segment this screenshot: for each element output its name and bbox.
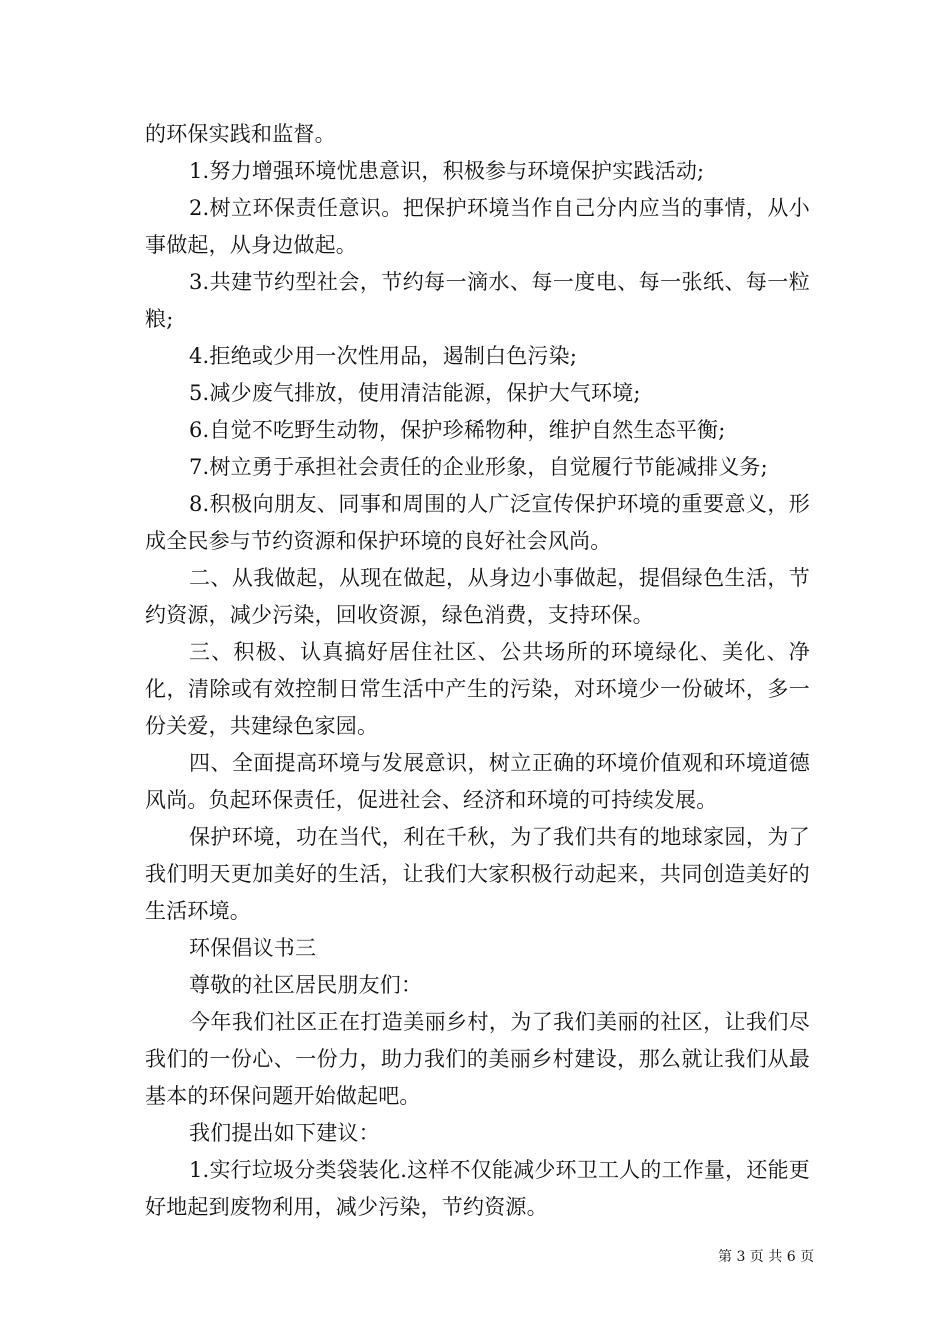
paragraph-3: 3.共建节约型社会，节约每一滴水、每一度电、每一张纸、每一粒粮; [145,270,810,331]
paragraph-17: 1.实行垃圾分类袋装化.这样不仅能减少环卫工人的工作量，还能更好地起到废物利用，减少污染，节约资源。 [145,1158,810,1219]
paragraph-0: 的环保实践和监督。 [145,122,336,146]
paragraph-5: 5.减少废气排放，使用清洁能源，保护大气环境; [189,381,641,405]
paragraph-2: 2.树立环保责任意识。把保护环境当作自己分内应当的事情，从小事做起，从身边做起。 [145,196,810,257]
paragraph-11: 四、全面提高环境与发展意识，树立正确的环境价值观和环境道德风尚。负起环保责任，促进社会、经济和环境的可持续发展。 [145,751,810,812]
paragraph-9: 二、从我做起，从现在做起，从身边小事做起，提倡绿色生活，节约资源，减少污染，回收资源，绿色消费，支持环保。 [145,566,810,627]
document-body [145,116,810,1226]
paragraph-7: 7.树立勇于承担社会责任的企业形象，自觉履行节能减排义务; [189,455,768,479]
paragraph-16: 我们提出如下建议： [189,1121,380,1145]
paragraph-8: 8.积极向朋友、同事和周围的人广泛宣传保护环境的重要意义，形成全民参与节约资源和保护环境的良好社会风尚。 [145,492,810,553]
paragraph-10: 三、积极、认真搞好居住社区、公共场所的环境绿化、美化、净化，清除或有效控制日常生活中产生的污染，对环境少一份破坏，多一份关爱，共建绿色家园。 [145,640,810,738]
page-number-footer: 第 3 页 共 6 页 [718,1249,815,1265]
paragraph-12: 保护环境，功在当代，利在千秋，为了我们共有的地球家园，为了我们明天更加美好的生活，让我们大家积极行动起来，共同创造美好的生活环境。 [145,825,810,923]
paragraph-6: 6.自觉不吃野生动物，保护珍稀物种，维护自然生态平衡; [189,418,726,442]
section-heading: 环保倡议书三 [189,936,317,960]
salutation: 尊敬的社区居民朋友们： [189,973,423,997]
paragraph-1: 1.努力增强环境忧患意识，积极参与环境保护实践活动; [189,159,705,183]
paragraph-4: 4.拒绝或少用一次性用品，遏制白色污染; [189,344,578,368]
paragraph-15: 今年我们社区正在打造美丽乡村，为了我们美丽的社区，让我们尽我们的一份心、一份力，助力我们的美丽乡村建设，那么就让我们从最基本的环保问题开始做起吧。 [145,1010,810,1108]
